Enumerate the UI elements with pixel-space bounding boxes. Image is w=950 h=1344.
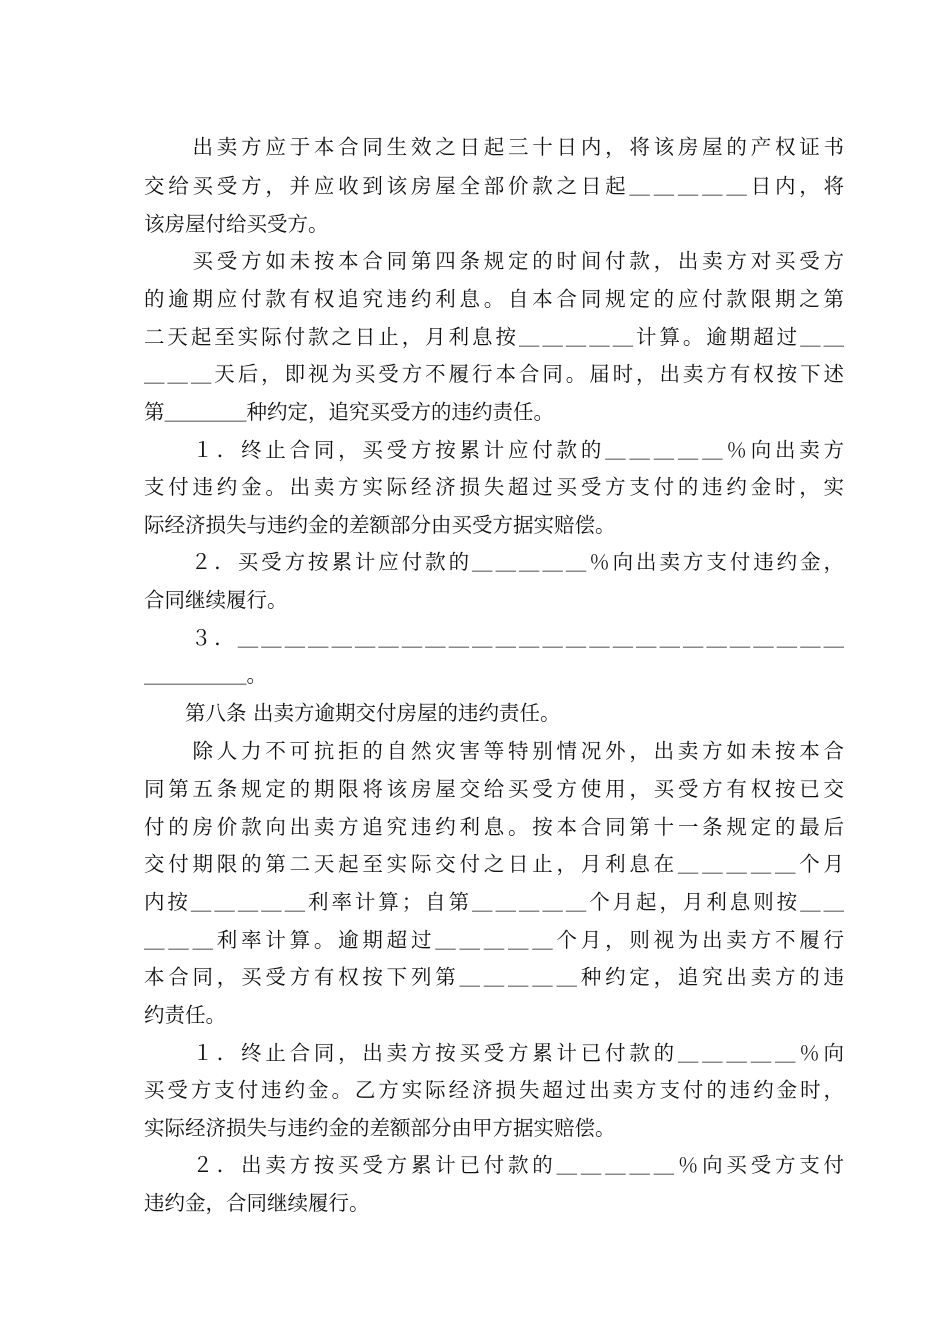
text-line: 实际经济损失与违约金的差额部分由甲方据实赔偿。 bbox=[144, 1116, 616, 1140]
text-line: 交给买受方，并应收到该房屋全部价款之日起＿＿＿＿＿日内，将 bbox=[144, 174, 844, 198]
text-line: １．终止合同，出卖方按买受方累计已付款的＿＿＿＿＿％向 bbox=[144, 1041, 844, 1065]
text-line: 约责任。 bbox=[144, 1003, 226, 1027]
text-line: ３．＿＿＿＿＿＿＿＿＿＿＿＿＿＿＿＿＿＿＿＿＿＿＿＿＿＿ bbox=[144, 626, 844, 650]
text-line: 买受方如未按本合同第四条规定的时间付款，出卖方对买受方 bbox=[144, 249, 844, 273]
text-line: ２．买受方按累计应付款的＿＿＿＿＿％向出卖方支付违约金， bbox=[144, 550, 844, 574]
text-line: 合同继续履行。 bbox=[144, 588, 288, 612]
text-line: 除人力不可抗拒的自然灾害等特别情况外，出卖方如未按本合 bbox=[144, 739, 844, 763]
text-line: ＿＿＿利率计算。逾期超过＿＿＿＿＿个月，则视为出卖方不履行 bbox=[144, 928, 844, 952]
text-line: 本合同，买受方有权按下列第＿＿＿＿＿种约定，追究出卖方的违 bbox=[144, 965, 844, 989]
text-line: 二天起至实际付款之日止，月利息按＿＿＿＿＿计算。逾期超过＿＿ bbox=[144, 325, 844, 349]
text-line: １．终止合同，买受方按累计应付款的＿＿＿＿＿％向出卖方 bbox=[144, 438, 844, 462]
text-line: 买受方支付违约金。乙方实际经济损失超过出卖方支付的违约金时， bbox=[144, 1078, 844, 1102]
text-line: ＿＿＿＿＿。 bbox=[144, 663, 267, 687]
text-line: 际经济损失与违约金的差额部分由买受方据实赔偿。 bbox=[144, 513, 616, 537]
text-line: 第八条 出卖方逾期交付房屋的违约责任。 bbox=[144, 701, 561, 725]
text-line: 出卖方应于本合同生效之日起三十日内，将该房屋的产权证书 bbox=[144, 135, 844, 159]
text-line: 违约金，合同继续履行。 bbox=[144, 1191, 370, 1215]
text-line: 第＿＿＿＿种约定，追究买受方的违约责任。 bbox=[144, 400, 554, 424]
text-line: 内按＿＿＿＿＿利率计算；自第＿＿＿＿＿个月起，月利息则按＿＿ bbox=[144, 890, 844, 914]
text-line: 同第五条规定的期限将该房屋交给买受方使用，买受方有权按已交 bbox=[144, 777, 844, 801]
text-line: 支付违约金。出卖方实际经济损失超过买受方支付的违约金时，实 bbox=[144, 475, 844, 499]
text-line: 该房屋付给买受方。 bbox=[144, 212, 329, 236]
text-line: 的逾期应付款有权追究违约利息。自本合同规定的应付款限期之第 bbox=[144, 287, 844, 311]
text-line: 交付期限的第二天起至实际交付之日止，月利息在＿＿＿＿＿个月 bbox=[144, 852, 844, 876]
text-line: 付的房价款向出卖方追究违约利息。按本合同第十一条规定的最后 bbox=[144, 815, 844, 839]
text-line: ＿＿＿天后，即视为买受方不履行本合同。届时，出卖方有权按下述 bbox=[144, 362, 844, 386]
text-line: ２．出卖方按买受方累计已付款的＿＿＿＿＿％向买受方支付 bbox=[144, 1153, 844, 1177]
